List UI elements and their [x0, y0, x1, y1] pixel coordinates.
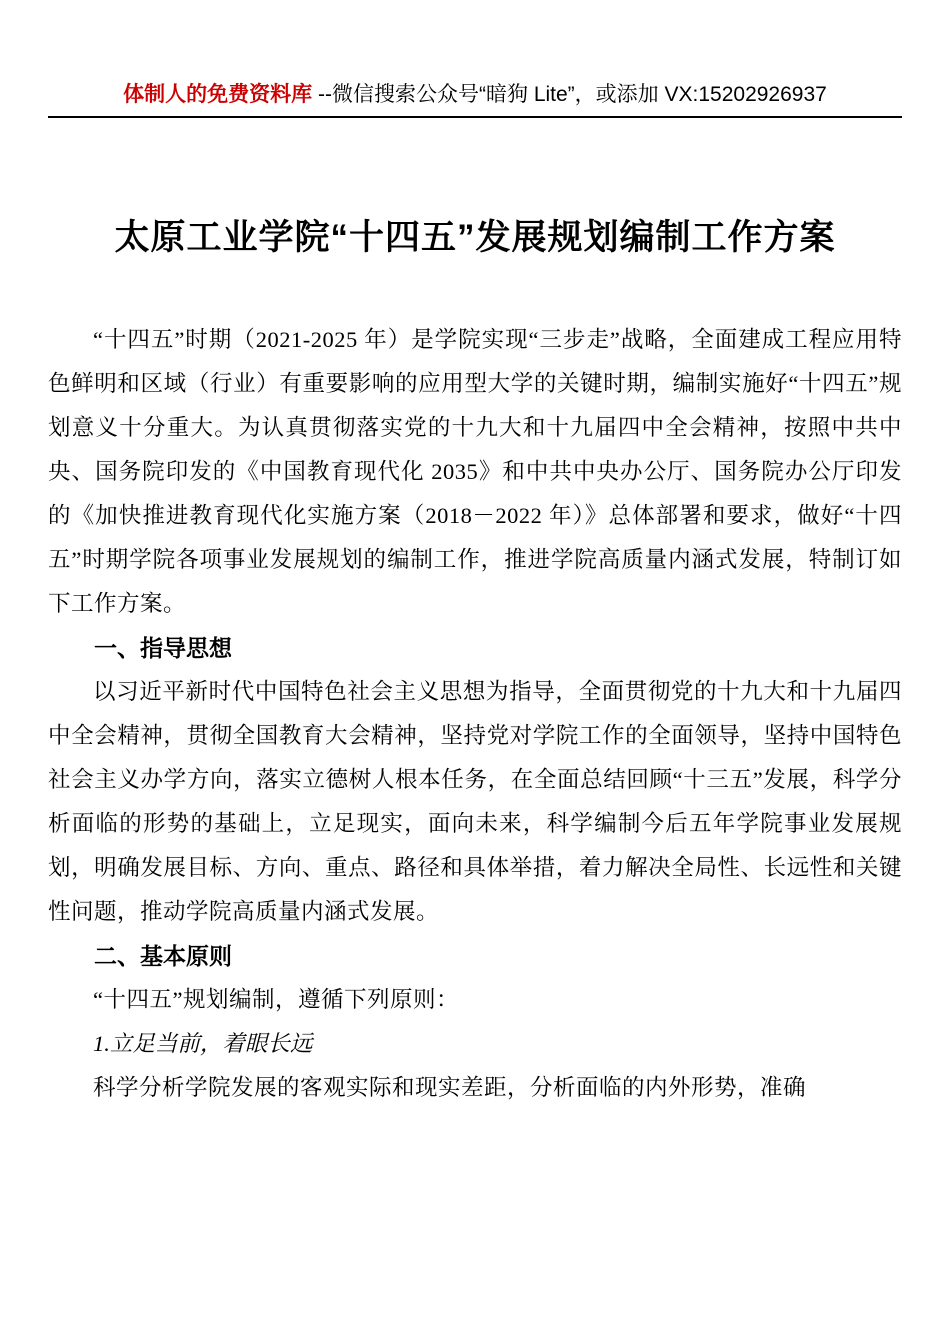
header-highlight-text: 体制人的免费资料库	[123, 83, 313, 106]
paragraph-principle-1: 科学分析学院发展的客观实际和现实差距，分析面临的内外形势，准确	[93, 1075, 807, 1100]
heading-guiding-ideology: 一、指导思想	[94, 635, 232, 661]
header-contact-text: --微信搜索公众号“暗狗 Lite”，或添加 VX:15202926937	[312, 83, 827, 106]
document-body	[48, 318, 902, 1110]
document-header	[48, 0, 902, 118]
document-title: 太原工业学院“十四五”发展规划编制工作方案	[114, 218, 836, 257]
paragraph-guiding-ideology: 以习近平新时代中国特色社会主义思想为指导，全面贯彻党的十九大和十九届四中全会精神，贯彻全国教育大会精神，坚持党对学院工作的全面领导，坚持中国特色社会主义办学方向，落实立德树人根本任务，在全面总结回顾“十三五”发展，科学分析面临的形势的基础上，立足现实，面向未来，科学编制今后五年学院事业发展规划，明确发展目标、方向、重点、路径和具体举措，着力解决全局性、长远性和关键性问题，推动学院高质量内涵式发展。	[48, 679, 902, 924]
heading-basic-principles: 二、基本原则	[94, 943, 232, 969]
paragraph-principles-intro: “十四五”规划编制，遵循下列原则：	[93, 987, 459, 1012]
paragraph-intro: “十四五”时期（2021-2025 年）是学院实现“三步走”战略，全面建成工程应用特色鲜明和区域（行业）有重要影响的应用型大学的关键时期，编制实施好“十四五”规划意义十分重大。为认真贯彻落实党的十九大和十九届四中全会精神，按照中共中央、国务院印发的《中国教育现代化 2035》和中共中央办公厅、国务院办公厅印发的《加快推进教育现代化实施方案（2018－2022 年）》总体部署和要求，做好“十四五”时期学院各项事业发展规划的编制工作，推进学院高质量内涵式发展，特制订如下工作方案。	[48, 327, 902, 616]
subheading-principle-1: 1.立足当前，着眼长远	[93, 1031, 313, 1056]
